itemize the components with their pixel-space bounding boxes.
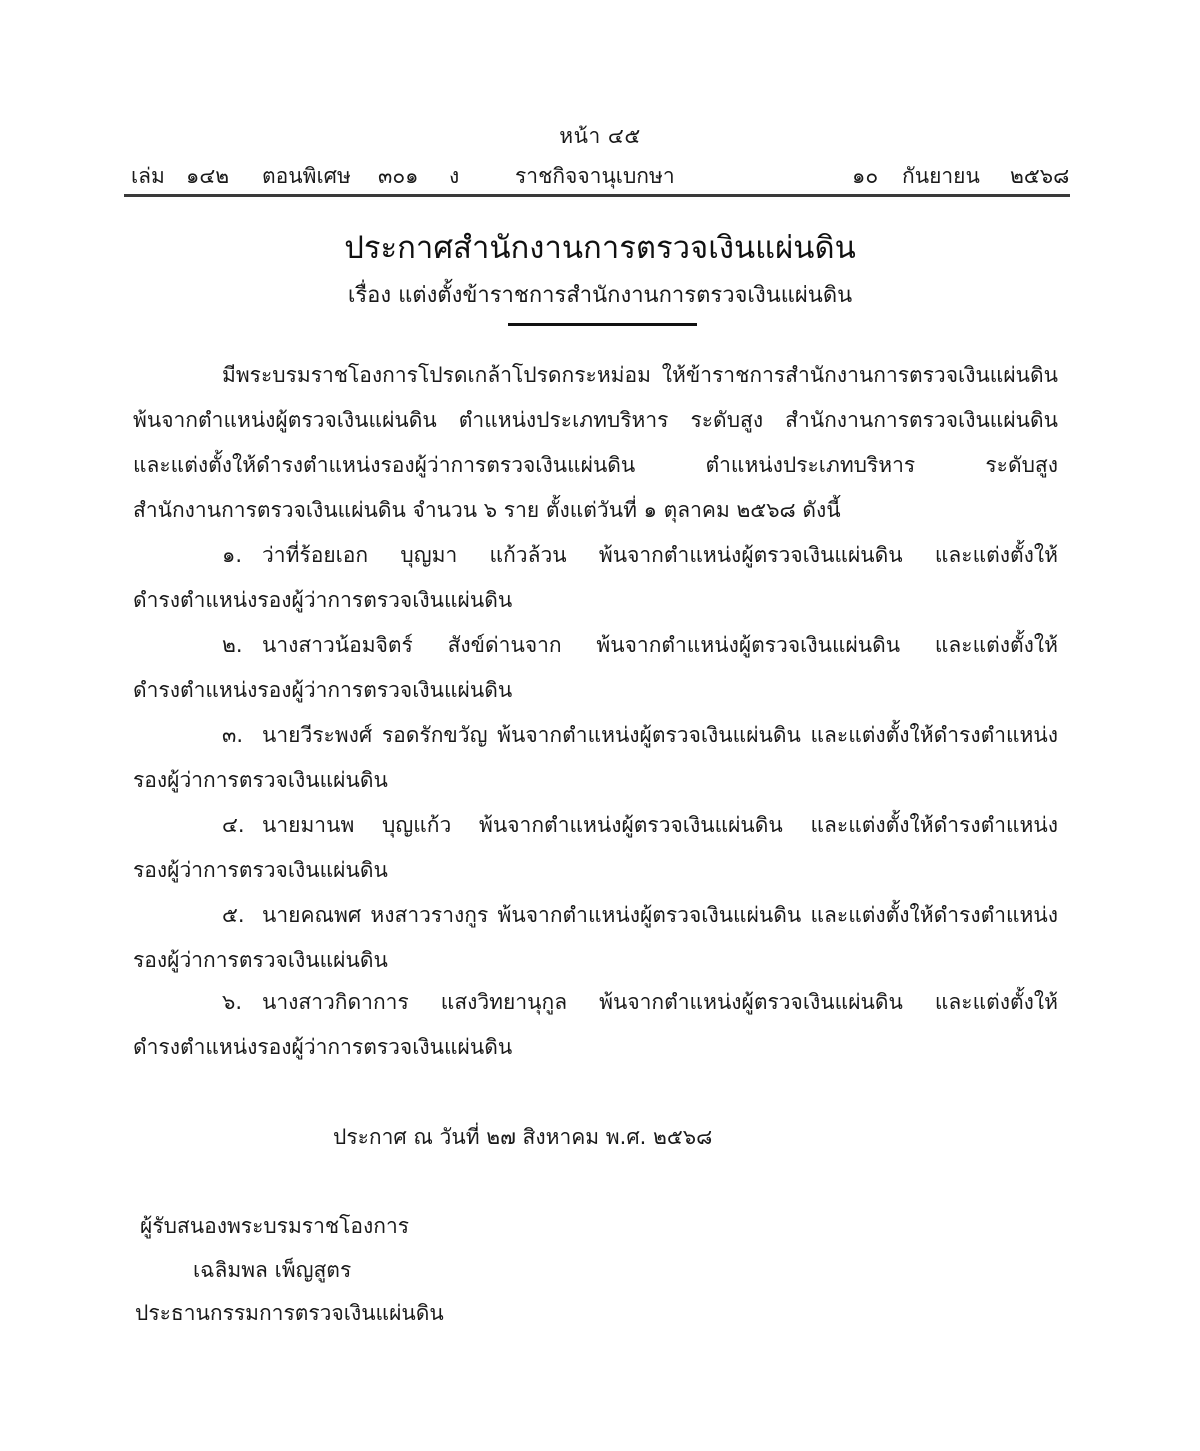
- intro-line: สำนักงานการตรวจเงินแผ่นดิน จำนวน ๖ ราย ตั้งแต่วันที่ ๑ ตุลาคม ๒๕๖๘ ดังนี้: [133, 498, 841, 522]
- document-subject: เรื่อง แต่งตั้งข้าราชการสำนักงานการตรวจเงินแผ่นดิน: [347, 283, 853, 308]
- item-number: ๑.: [222, 543, 243, 567]
- intro-line: มีพระบรมราชโองการโปรดเกล้าโปรดกระหม่อม ให้ข้าราชการสำนักงานการตรวจเงินแผ่นดิน: [222, 363, 1058, 387]
- page-number: หน้า ๔๕: [559, 124, 641, 148]
- item-line: ดำรงตำแหน่งรองผู้ว่าการตรวจเงินแผ่นดิน: [133, 588, 513, 612]
- item-line: รองผู้ว่าการตรวจเงินแผ่นดิน: [133, 858, 388, 882]
- announcement-date: ประกาศ ณ วันที่ ๒๗ สิงหาคม พ.ศ. ๒๕๖๘: [333, 1125, 713, 1149]
- title-divider: [508, 323, 697, 326]
- item-line: นางสาวกิดาการ แสงวิทยานุกูล พ้นจากตำแหน่งผู้ตรวจเงินแผ่นดิน และแต่งตั้งให้: [262, 990, 1058, 1014]
- item-number: ๖.: [222, 990, 243, 1014]
- item-line: ดำรงตำแหน่งรองผู้ว่าการตรวจเงินแผ่นดิน: [133, 678, 513, 702]
- item-number: ๒.: [222, 633, 243, 657]
- item-line: รองผู้ว่าการตรวจเงินแผ่นดิน: [133, 948, 388, 972]
- item-number: ๕.: [222, 903, 245, 927]
- item-line: ดำรงตำแหน่งรองผู้ว่าการตรวจเงินแผ่นดิน: [133, 1035, 513, 1059]
- issue-suffix: ง: [449, 164, 460, 188]
- intro-line: และแต่งตั้งให้ดำรงตำแหน่งรองผู้ว่าการตรวจเงินแผ่นดิน ตำแหน่งประเภทบริหาร ระดับสูง: [133, 453, 1058, 477]
- item-line: นางสาวน้อมจิตร์ สังข์ด่านจาก พ้นจากตำแหน่งผู้ตรวจเงินแผ่นดิน และแต่งตั้งให้: [262, 633, 1058, 657]
- signatory-title: ประธานกรรมการตรวจเงินแผ่นดิน: [135, 1301, 444, 1325]
- item-number: ๔.: [222, 813, 245, 837]
- item-number: ๓.: [222, 723, 244, 747]
- issue-label: ตอนพิเศษ: [262, 164, 351, 188]
- document-title: ประกาศสำนักงานการตรวจเงินแผ่นดิน: [344, 230, 856, 266]
- gazette-date-month: กันยายน: [902, 164, 980, 188]
- volume-number: ๑๔๒: [186, 164, 230, 188]
- item-line: ว่าที่ร้อยเอก บุญมา แก้วล้วน พ้นจากตำแหน่งผู้ตรวจเงินแผ่นดิน และแต่งตั้งให้: [262, 543, 1058, 567]
- signatory-name: เฉลิมพล เพ็ญสูตร: [193, 1258, 352, 1282]
- gazette-name: ราชกิจจานุเบกษา: [515, 164, 675, 188]
- item-line: นายมานพ บุญแก้ว พ้นจากตำแหน่งผู้ตรวจเงินแผ่นดิน และแต่งตั้งให้ดำรงตำแหน่ง: [262, 813, 1058, 837]
- intro-line: พ้นจากตำแหน่งผู้ตรวจเงินแผ่นดิน ตำแหน่งประเภทบริหาร ระดับสูง สำนักงานการตรวจเงินแผ่นดิน: [133, 408, 1058, 432]
- countersign-role: ผู้รับสนองพระบรมราชโองการ: [140, 1214, 410, 1238]
- issue-number: ๓๐๑: [378, 164, 419, 188]
- gazette-date-day: ๑๐: [852, 164, 879, 188]
- item-line: นายวีระพงศ์ รอดรักขวัญ พ้นจากตำแหน่งผู้ตรวจเงินแผ่นดิน และแต่งตั้งให้ดำรงตำแหน่ง: [262, 723, 1058, 747]
- item-line: นายคณพศ หงสาวรางกูร พ้นจากตำแหน่งผู้ตรวจเงินแผ่นดิน และแต่งตั้งให้ดำรงตำแหน่ง: [262, 903, 1058, 927]
- item-line: รองผู้ว่าการตรวจเงินแผ่นดิน: [133, 768, 388, 792]
- header-divider: [124, 194, 1070, 197]
- volume-label: เล่ม: [131, 164, 165, 188]
- gazette-date-year: ๒๕๖๘: [1010, 164, 1070, 188]
